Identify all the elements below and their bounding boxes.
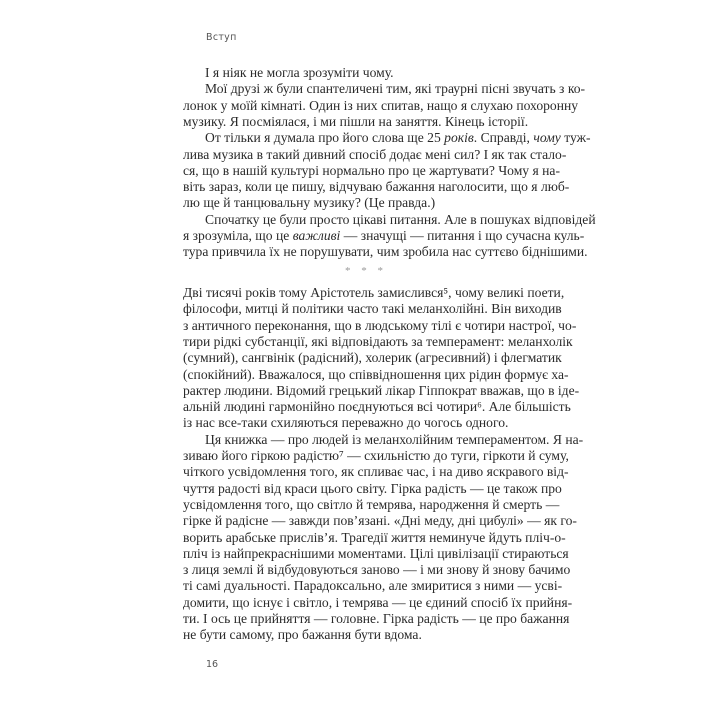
text-line bbox=[183, 195, 549, 211]
text-segment: домити, що існує і світло, і темрява — це єдиний спосіб їх прийня- bbox=[183, 594, 573, 610]
text-line bbox=[183, 545, 569, 562]
text-line bbox=[183, 399, 571, 415]
text-segment: філософи, митці й політики часто такі меланхолійні. Він виходив bbox=[183, 301, 562, 317]
text-line bbox=[183, 244, 588, 260]
running-header: Вступ bbox=[206, 32, 237, 43]
text-line bbox=[183, 415, 549, 431]
text-segment: віть зараз, коли це пишу, відчуваю бажання наголосити, що я люб- bbox=[183, 179, 570, 195]
text-segment: з лиця землі й відбудовуються заново — і ми знову й знову бачимо bbox=[183, 562, 571, 578]
text-segment: чуття радості від краси цього світу. Гірка радість — це також про bbox=[183, 480, 562, 496]
text-segment: гірке й радісне — завжди пов’язані. «Дні меду, дні цибулі» — як го- bbox=[183, 513, 577, 529]
text-line bbox=[183, 301, 562, 317]
italic-text: чому bbox=[533, 130, 561, 146]
text-segment: я зрозуміла, що це bbox=[183, 228, 293, 243]
text-line bbox=[183, 611, 570, 627]
text-segment: От тільки я думала про його слова ще 25 bbox=[205, 130, 445, 146]
text-line bbox=[183, 162, 560, 179]
text-segment: лива музика в такий дивний спосіб додає мені сил? І як так стало- bbox=[183, 146, 567, 162]
text-segment: Мої друзі ж були спантеличені тим, які траурні пісні звучать з ко- bbox=[205, 81, 586, 97]
text-line bbox=[183, 317, 577, 334]
text-segment: (сумний), сангвінік (радісний), холерик (агресивний) і флегматик bbox=[183, 350, 562, 366]
text-segment: І я ніяк не могла зрозуміти чому. bbox=[205, 65, 394, 80]
text-line bbox=[183, 578, 563, 594]
text-line bbox=[183, 464, 569, 480]
text-line bbox=[183, 448, 569, 464]
text-segment: не бути самому, про бажання бути вдома. bbox=[183, 627, 422, 643]
text-segment: ся, що в нашій культурі нормально про це жартувати? Чому я на- bbox=[183, 162, 560, 178]
text-segment: чіткого усвідомлення того, як спливає час, і на диво яскравого від- bbox=[183, 464, 569, 480]
text-line bbox=[205, 65, 549, 81]
text-line bbox=[183, 513, 577, 529]
text-segment: усвідомлення того, що світло й темрява, народження й смерть — bbox=[183, 496, 560, 512]
text-segment: пліч із найпрекраснішими моментами. Цілі цивілізації стираються bbox=[183, 545, 569, 561]
text-segment: тири рідкі субстанції, які відповідають за темперамент: меланхолік bbox=[183, 333, 573, 349]
text-segment: тура привчила їх не порушувати, чим зробила нас суттєво біднішими. bbox=[183, 244, 588, 260]
text-segment: Спочатку це були просто цікаві питання. Але в пошуках відповідей bbox=[205, 211, 596, 227]
text-segment: рактер людини. Відомий грецький лікар Гіппократ вважав, що в іде- bbox=[183, 382, 580, 398]
text-segment: туж- bbox=[560, 130, 591, 146]
text-line bbox=[183, 529, 566, 546]
text-segment: з античного переконання, що в людському тілі є чотири настрої, чо- bbox=[183, 317, 577, 333]
text-line bbox=[205, 130, 591, 146]
text-line bbox=[183, 366, 569, 383]
text-line bbox=[183, 285, 565, 301]
text-segment: із нас все-таки схиляються переважно до чогось одного. bbox=[183, 415, 509, 431]
text-segment: ти. І ось це прийняття — головне. Гірка радість — це про бажання bbox=[183, 611, 570, 626]
text-segment: ворить арабське прислів’я. Трагедії життя неминуче йдуть пліч-о- bbox=[183, 529, 566, 545]
text-line bbox=[183, 562, 571, 578]
text-segment: . Справді, bbox=[473, 130, 534, 146]
page-number: 16 bbox=[206, 659, 219, 670]
text-line bbox=[205, 431, 584, 448]
text-line bbox=[183, 333, 573, 350]
text-line bbox=[183, 97, 579, 114]
text-line bbox=[183, 350, 562, 366]
text-line bbox=[183, 179, 570, 195]
text-line bbox=[183, 480, 562, 497]
text-line bbox=[183, 228, 585, 244]
text-line bbox=[183, 594, 573, 611]
text-segment: (спокійний). Вважалося, що співвідношення цих рідин формує ха- bbox=[183, 366, 569, 382]
text-line bbox=[183, 496, 560, 513]
section-separator: * * * bbox=[345, 265, 387, 277]
text-line bbox=[183, 114, 549, 130]
italic-text: важливі bbox=[292, 228, 341, 243]
text-line bbox=[183, 146, 567, 163]
text-segment: лонок у моїй кімнаті. Один із них спитав, нащо я слухаю похоронну bbox=[183, 97, 579, 113]
text-segment: ті самі дуальності. Парадоксально, але змиритися з ними — усві- bbox=[183, 578, 563, 594]
text-segment: Дві тисячі років тому Арістотель замислився⁵, чому великі поети, bbox=[183, 285, 565, 300]
text-segment: лю ще й танцювальну музику? (Це правда.) bbox=[183, 195, 436, 211]
text-line bbox=[183, 627, 549, 643]
text-line bbox=[205, 81, 586, 97]
text-segment: — значущі — питання і що сучасна куль- bbox=[340, 228, 585, 243]
text-line bbox=[205, 211, 596, 228]
text-segment: альній людині гармонійно поєднуються всі чотири⁶. Але більшість bbox=[183, 399, 571, 415]
italic-text: років bbox=[444, 130, 474, 146]
text-segment: зиваю його гіркою радістю⁷ — схильністю до туги, гіркоти й суму, bbox=[183, 448, 569, 463]
text-line bbox=[183, 382, 580, 399]
text-segment: музику. Я посміялася, і ми пішли на заняття. Кінець історії. bbox=[183, 113, 529, 129]
text-segment: Ця книжка — про людей із меланхолійним темпераментом. Я на- bbox=[205, 431, 584, 447]
